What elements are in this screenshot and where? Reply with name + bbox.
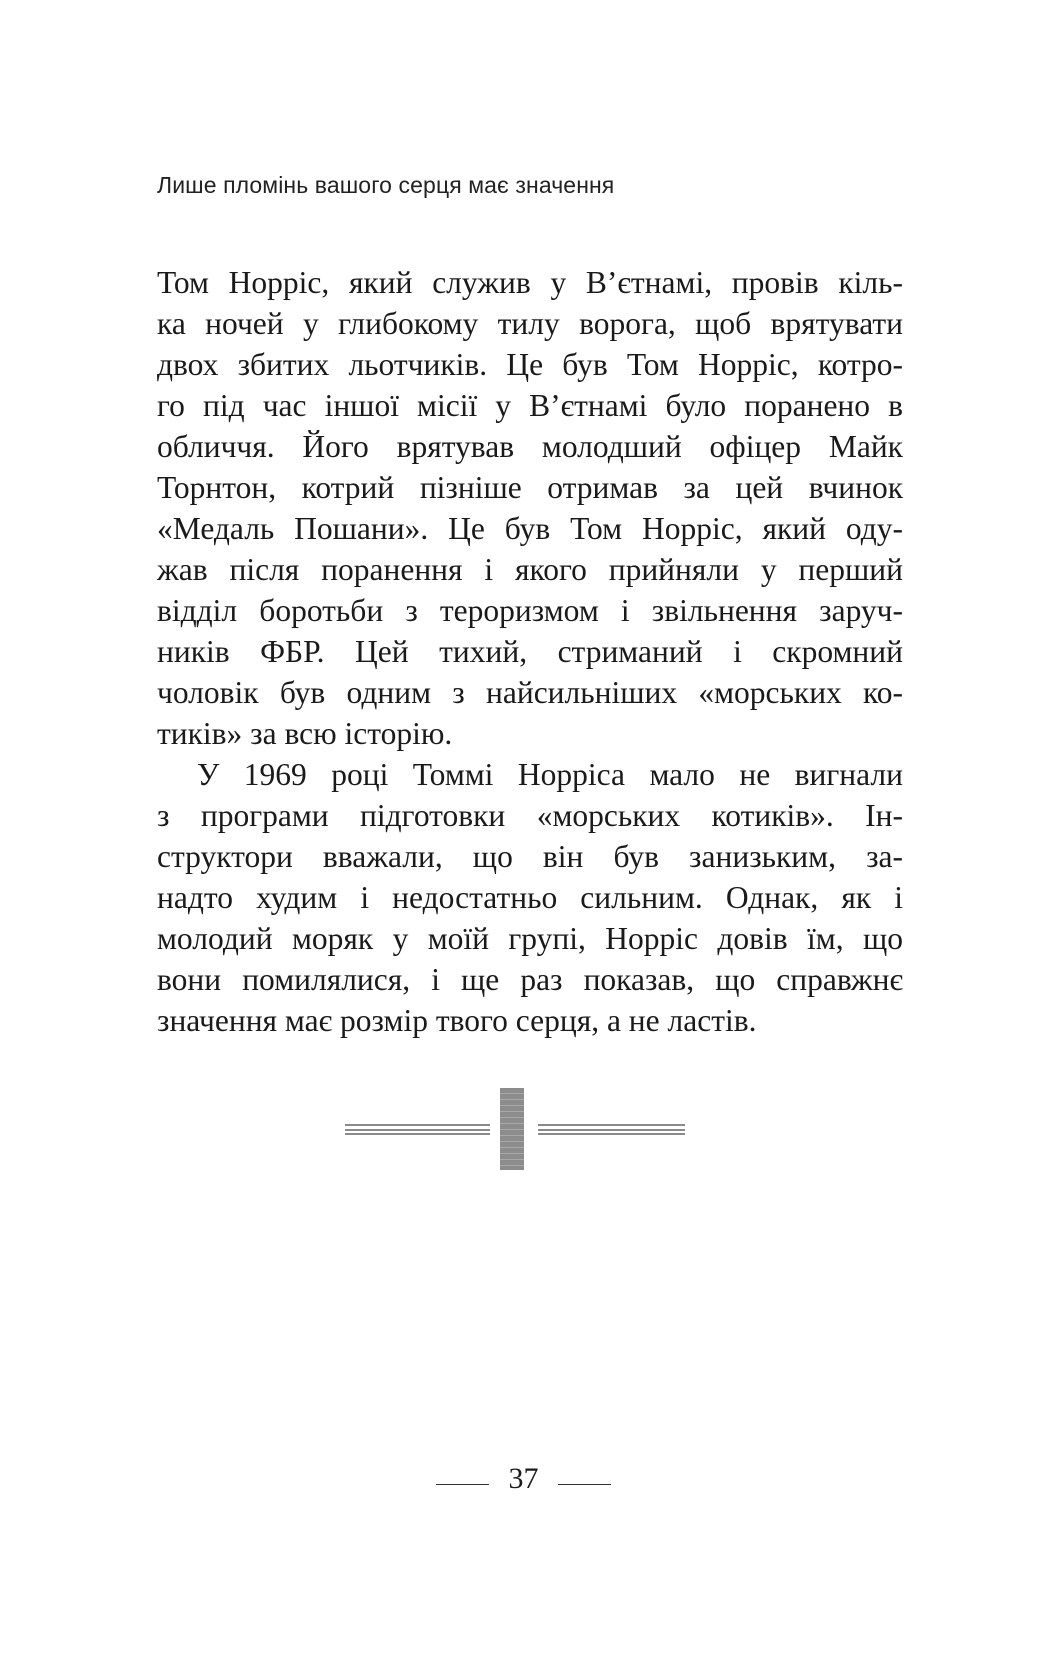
divider-rule-left	[345, 1124, 490, 1135]
text-line: чоловік був одним з найсильніших «морських ко-	[157, 675, 903, 710]
text-line: структори вважали, що він був занизьким, за-	[157, 839, 903, 874]
page-number-rule-left	[436, 1484, 489, 1485]
running-header: Лише пломінь вашого серця має значення	[157, 172, 615, 198]
body-text	[157, 262, 903, 1041]
text-line: надто худим і недостатньо сильним. Однак, як і	[157, 880, 903, 915]
text-line: з програми підготовки «морських котиків». Ін-	[157, 798, 903, 833]
text-line: У 1969 році Томмі Норріса мало не вигнали	[197, 757, 903, 792]
text-line: «Медаль Пошани». Це був Том Норріс, який оду-	[157, 511, 903, 546]
divider-rule-right	[538, 1124, 685, 1135]
text-line: ка ночей у глибокому тилу ворога, щоб врятувати	[157, 306, 903, 341]
text-line: двох збитих льотчиків. Це був Том Норріс, котро-	[157, 347, 903, 382]
page-number: 37	[508, 1462, 539, 1495]
divider-center-bar	[500, 1088, 524, 1170]
text-line: Том Норріс, який служив у В’єтнамі, провів кіль-	[157, 265, 903, 300]
paragraph-2	[157, 754, 903, 1041]
text-line: обличчя. Його врятував молодший офіцер Майк	[157, 429, 903, 464]
text-line: вони помилялися, і ще раз показав, що справжнє	[157, 962, 903, 997]
text-line: тиків» за всю історію.	[157, 716, 453, 751]
paragraph-1	[157, 262, 903, 754]
text-line: ників ФБР. Цей тихий, стриманий і скромний	[157, 634, 903, 669]
page-number-rule-right	[558, 1484, 611, 1485]
text-line: молодий моряк у моїй групі, Норріс довів їм, що	[157, 921, 903, 956]
text-line: відділ боротьби з тероризмом і звільнення заруч-	[157, 593, 903, 628]
text-line: жав після поранення і якого прийняли у перший	[157, 552, 903, 587]
text-line: Торнтон, котрий пізніше отримав за цей вчинок	[157, 470, 903, 505]
page-footer	[0, 1460, 1063, 1500]
section-divider-ornament	[345, 1088, 685, 1170]
text-line: го під час іншої місії у В’єтнамі було поранено в	[157, 388, 903, 423]
text-line: значення має розмір твого серця, а не ластів.	[157, 1003, 757, 1038]
